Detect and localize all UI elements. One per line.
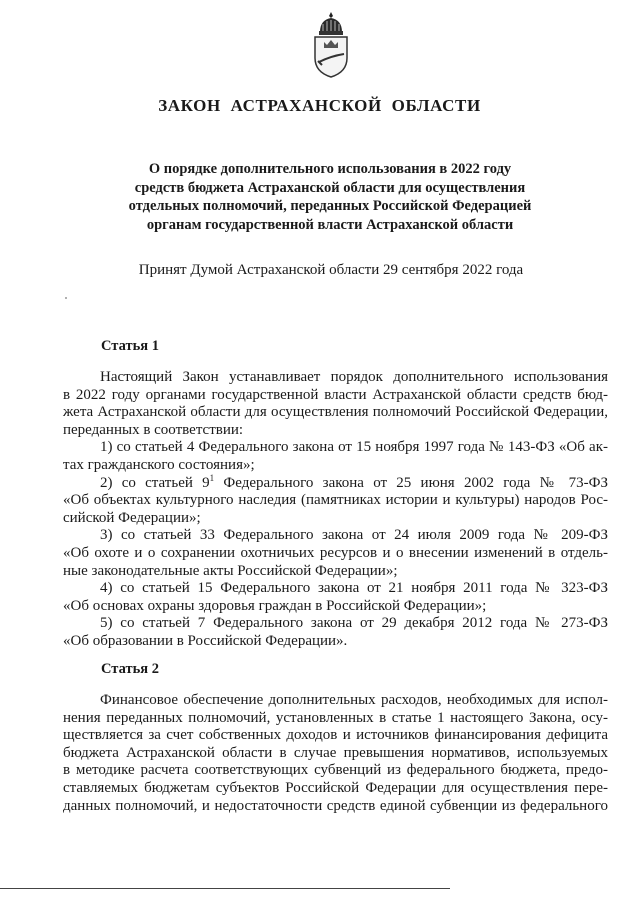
article-1-heading: Статья 1 xyxy=(101,338,159,354)
law-subtitle xyxy=(90,160,570,234)
text-line: 4) со статьей 15 Федерального закона от 21 ноября 2011 года № 323-ФЗ xyxy=(100,580,608,597)
text-line: Настоящий Закон устанавливает порядок дополнительного использования xyxy=(100,369,608,385)
text-line: данных полномочий, и недостаточности средств единой субвенции из федерального xyxy=(63,797,608,814)
article-1-intro xyxy=(63,369,608,651)
text-line: «Об образовании в Российской Федерации». xyxy=(63,632,348,649)
article-2-heading: Статья 2 xyxy=(101,661,159,677)
text-line: в методике расчета соответствующих субвенций из федерального бюджета, предо- xyxy=(63,762,608,779)
article-2-body xyxy=(63,692,608,815)
text-line: в 2022 году органами государственной власти Астраханской области средств бюд- xyxy=(63,386,608,403)
text-line: ставляемых бюджетам субъектов Российской Федерации для осуществления пере- xyxy=(63,779,608,796)
text-line: бюджета Астраханской области в случае превышения нормативов, используемых xyxy=(63,744,608,761)
text-line: тах гражданского состояния»; xyxy=(63,456,255,473)
text-line: «Об охоте и о сохранении охотничьих ресурсов и о внесении изменений в отдель- xyxy=(63,544,608,561)
footer-rule xyxy=(0,888,450,889)
adoption-note: Принят Думой Астраханской области 29 сентября 2022 года xyxy=(138,262,524,278)
text-line: 5) со статьей 7 Федерального закона от 29 декабря 2012 года № 273-ФЗ xyxy=(100,615,608,632)
item-2-suffix: Федерального закона от 25 июня 2002 года № 73-ФЗ xyxy=(214,474,608,491)
subtitle-line: О порядке дополнительного использования в 2022 году xyxy=(148,161,512,177)
text-line: сийской Федерации»; xyxy=(63,509,201,526)
subtitle-line: средств бюджета Астраханской области для осуществления xyxy=(134,179,526,196)
item-2-prefix: 2) со статьей 9 xyxy=(100,474,210,491)
text-line: Финансовое обеспечение дополнительных расходов, необходимых для испол- xyxy=(100,692,608,708)
text-line-with-superscript xyxy=(63,472,608,493)
text-line: жета Астраханской области для осуществления полномочий Российской Федерации, xyxy=(63,404,608,421)
text-line: «Об основах охраны здоровья граждан в Российской Федерации»; xyxy=(63,597,487,614)
subtitle-line: отдельных полномочий, переданных Российской Федерацией xyxy=(128,198,532,214)
text-line: переданных в соответствии: xyxy=(63,421,244,438)
subtitle-line: органам государственной власти Астраханской области xyxy=(146,216,514,233)
text-line: нения переданных полномочий, установленных в статье 1 настоящего Закона, осу- xyxy=(63,709,608,726)
text-line: 1) со статьей 4 Федерального закона от 15 ноября 1997 года № 143-ФЗ «Об ак- xyxy=(100,439,608,456)
text-line: «Об объектах культурного наследия (памятниках истории и культуры) народов Рос- xyxy=(63,492,608,509)
coat-of-arms-icon xyxy=(306,10,356,80)
text-line: ществляется за счет собственных доходов и источников финансирования дефицита xyxy=(63,727,608,744)
law-title: ЗАКОН АСТРАХАНСКОЙ ОБЛАСТИ xyxy=(158,96,481,115)
text-line: ные законодательные акты Российской Федерации»; xyxy=(63,562,398,579)
text-line: 3) со статьей 33 Федерального закона от 24 июля 2009 года № 209-ФЗ xyxy=(100,527,608,544)
item-2-superscript: 1 xyxy=(209,472,215,483)
scan-speck xyxy=(65,297,67,299)
